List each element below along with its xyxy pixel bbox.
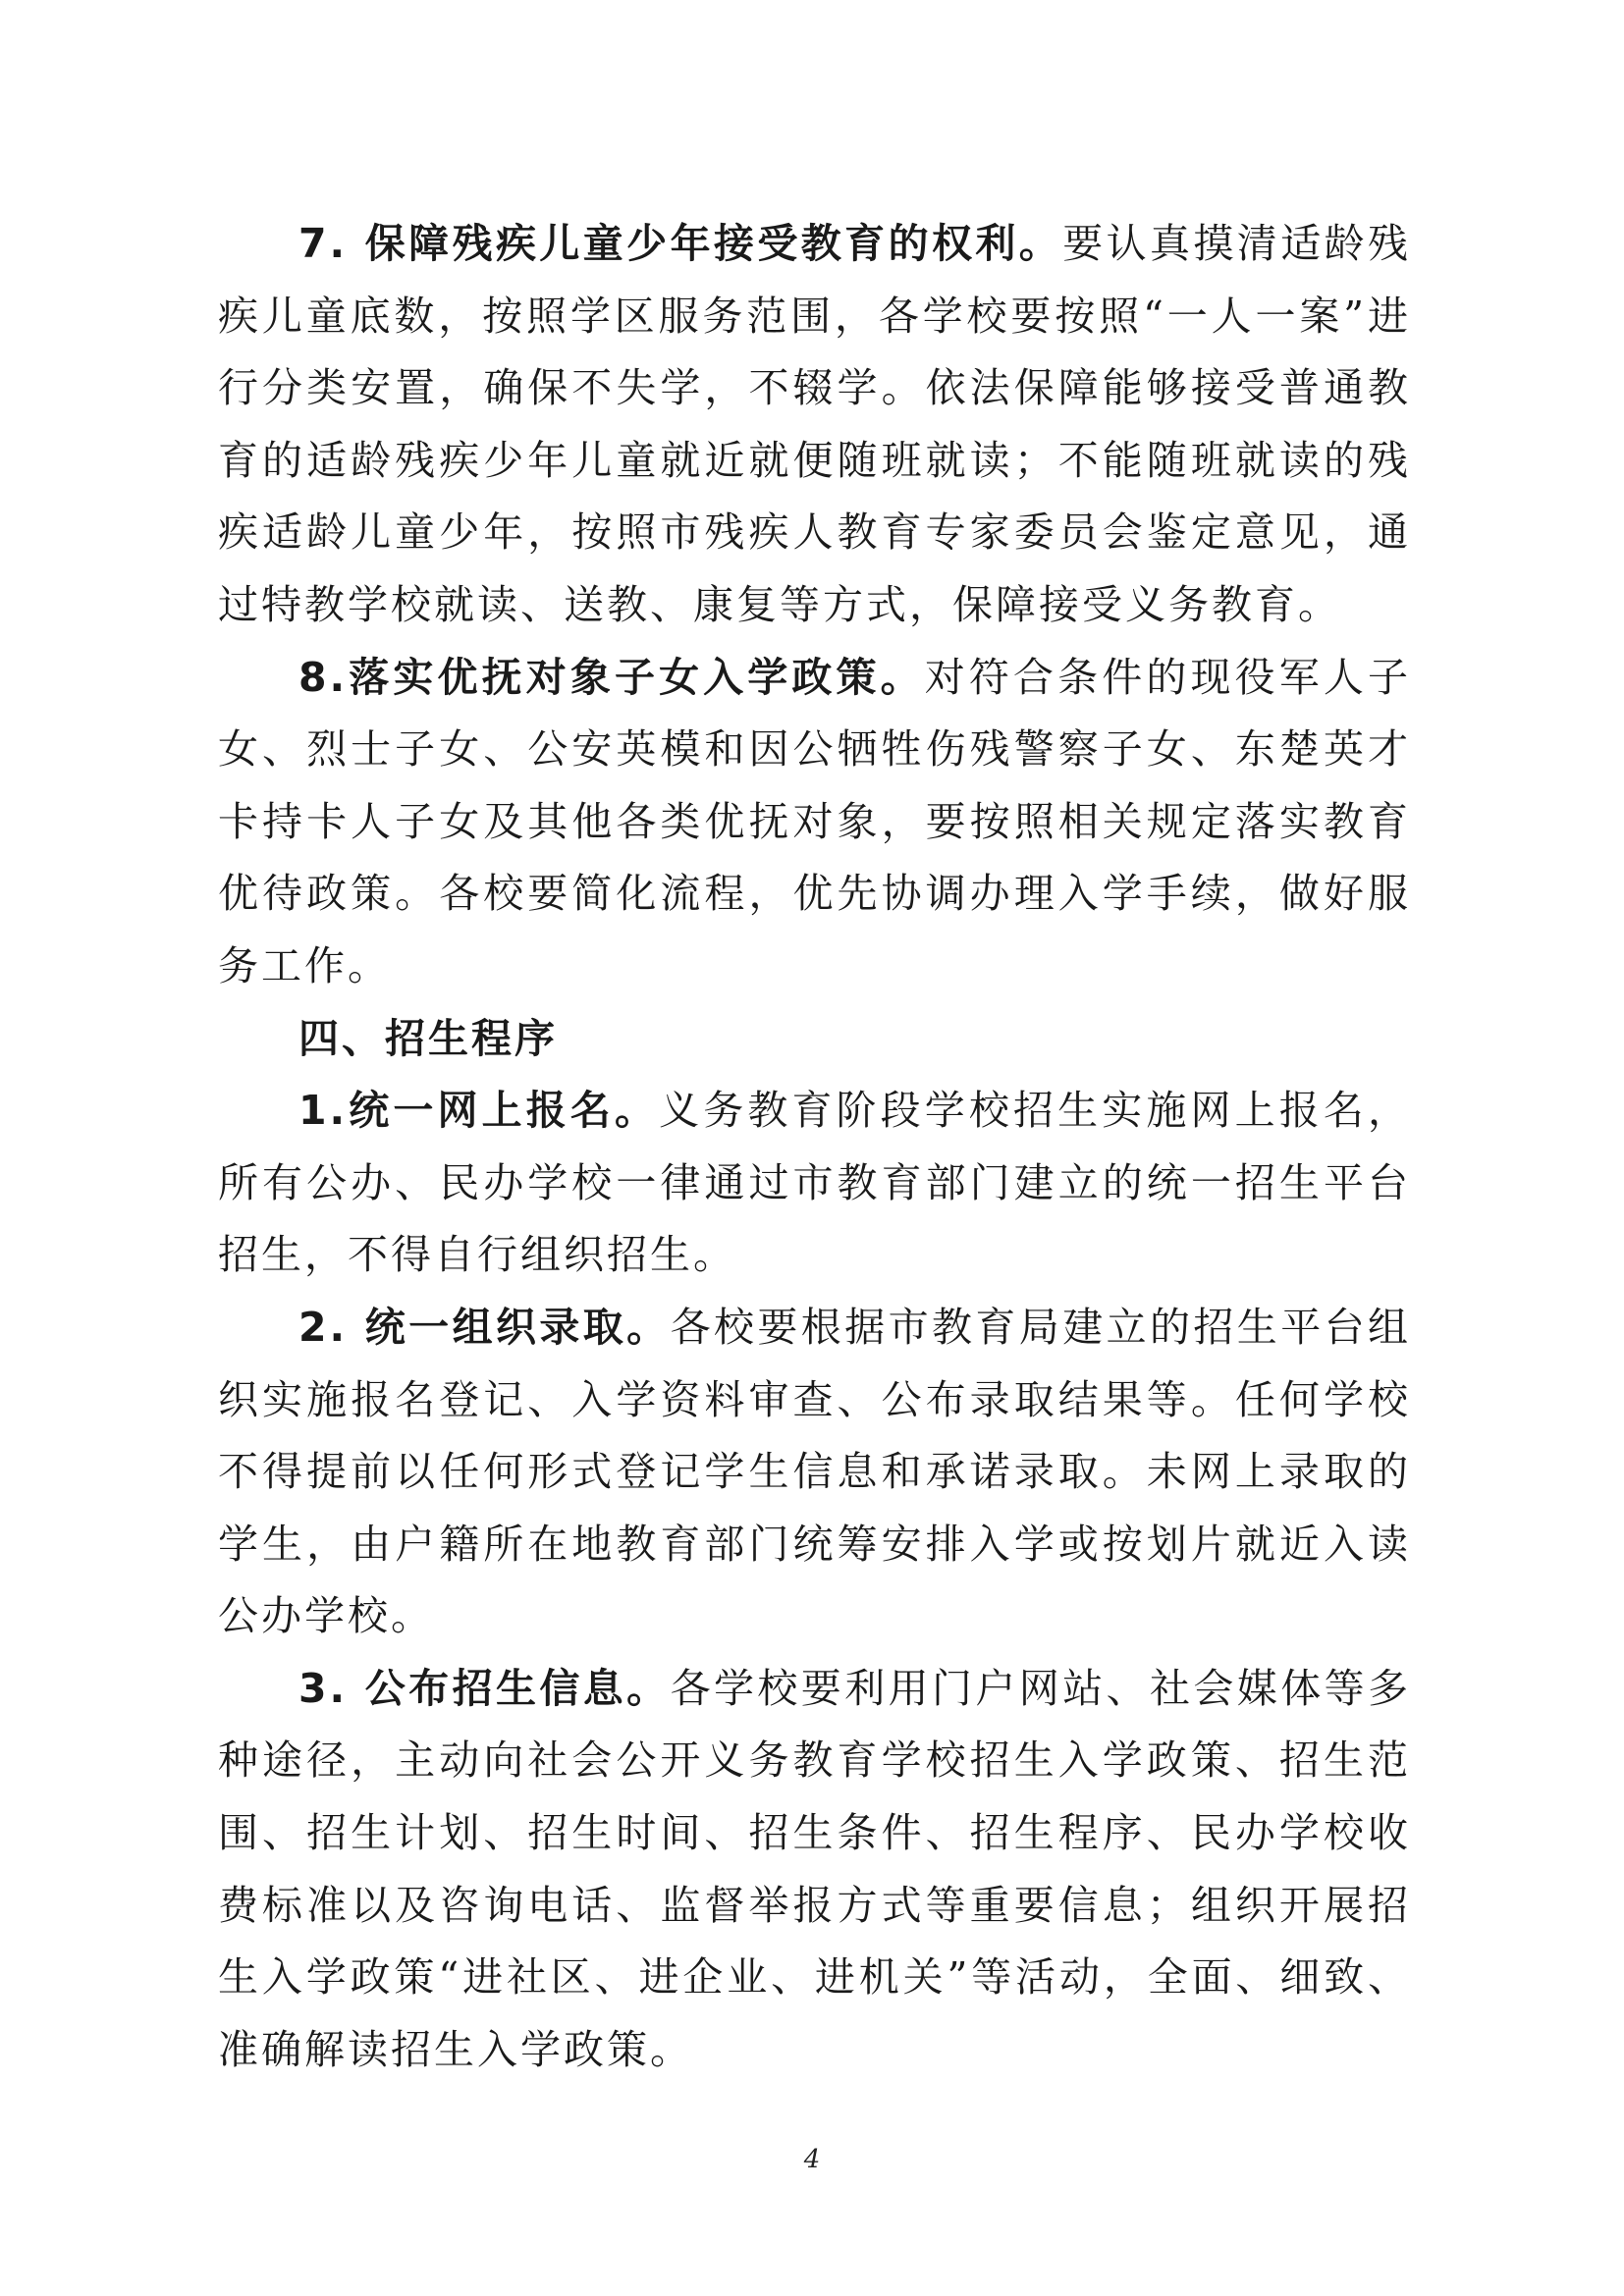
paragraph-text: 各学校要利用门户网站、社会媒体等多种途径，主动向社会公开义务教育学校招生入学政策、招生范围、招生计划、招生时间、招生条件、招生程序、民办学校收费标准以及咨询电话、监督举报方式等重要信息；组织开展招生入学政策“进社区、进企业、进机关”等活动，全面、细致、准确解读招生入学政策。 [218, 1664, 1411, 2073]
paragraph-text: 各校要根据市教育局建立的招生平台组织实施报名登记、入学资料审查、公布录取结果等。任何学校不得提前以任何形式登记学生信息和承诺录取。未网上录取的学生，由户籍所在地教育部门统筹安排入学或按划片就近入读公办学校。 [218, 1303, 1411, 1640]
paragraph-lead: 1.统一网上报名。 [298, 1087, 660, 1135]
paragraph-lead: 8.落实优抚对象子女入学政策。 [298, 653, 925, 701]
paragraph-item-8 [218, 642, 1411, 1003]
paragraph-text: 对符合条件的现役军人子女、烈士子女、公安英模和因公牺牲伤残警察子女、东楚英才卡持卡人子女及其他各类优抚对象，要按照相关规定落实教育优待政策。各校要简化流程，优先协调办理入学手续，做好服务工作。 [218, 653, 1412, 989]
section-heading: 四、招生程序 [298, 1014, 558, 1062]
paragraph-lead: 2. 统一组织录取。 [298, 1303, 671, 1351]
paragraph-step-2 [218, 1292, 1411, 1653]
paragraph-step-3 [218, 1653, 1411, 2087]
document-body [218, 208, 1411, 2086]
paragraph-item-7 [218, 208, 1411, 642]
paragraph-step-1 [218, 1075, 1411, 1292]
paragraph-text: 要认真摸清适龄残疾儿童底数，按照学区服务范围，各学校要按照“一人一案”进行分类安置，确保不失学，不辍学。依法保障能够接受普通教育的适龄残疾少年儿童就近就便随班就读；不能随班就读的残疾适龄儿童少年，按照市残疾人教育专家委员会鉴定意见，通过特教学校就读、送教、康复等方式，保障接受义务教育。 [218, 220, 1411, 628]
page-number: 4 [803, 2145, 821, 2174]
paragraph-lead: 3. 公布招生信息。 [298, 1664, 671, 1712]
paragraph-lead: 7. 保障残疾儿童少年接受教育的权利。 [298, 220, 1063, 267]
paragraph-text: 义务教育阶段学校招生实施网上报名，所有公办、民办学校一律通过市教育部门建立的统一招生平台招生，不得自行组织招生。 [218, 1087, 1412, 1279]
